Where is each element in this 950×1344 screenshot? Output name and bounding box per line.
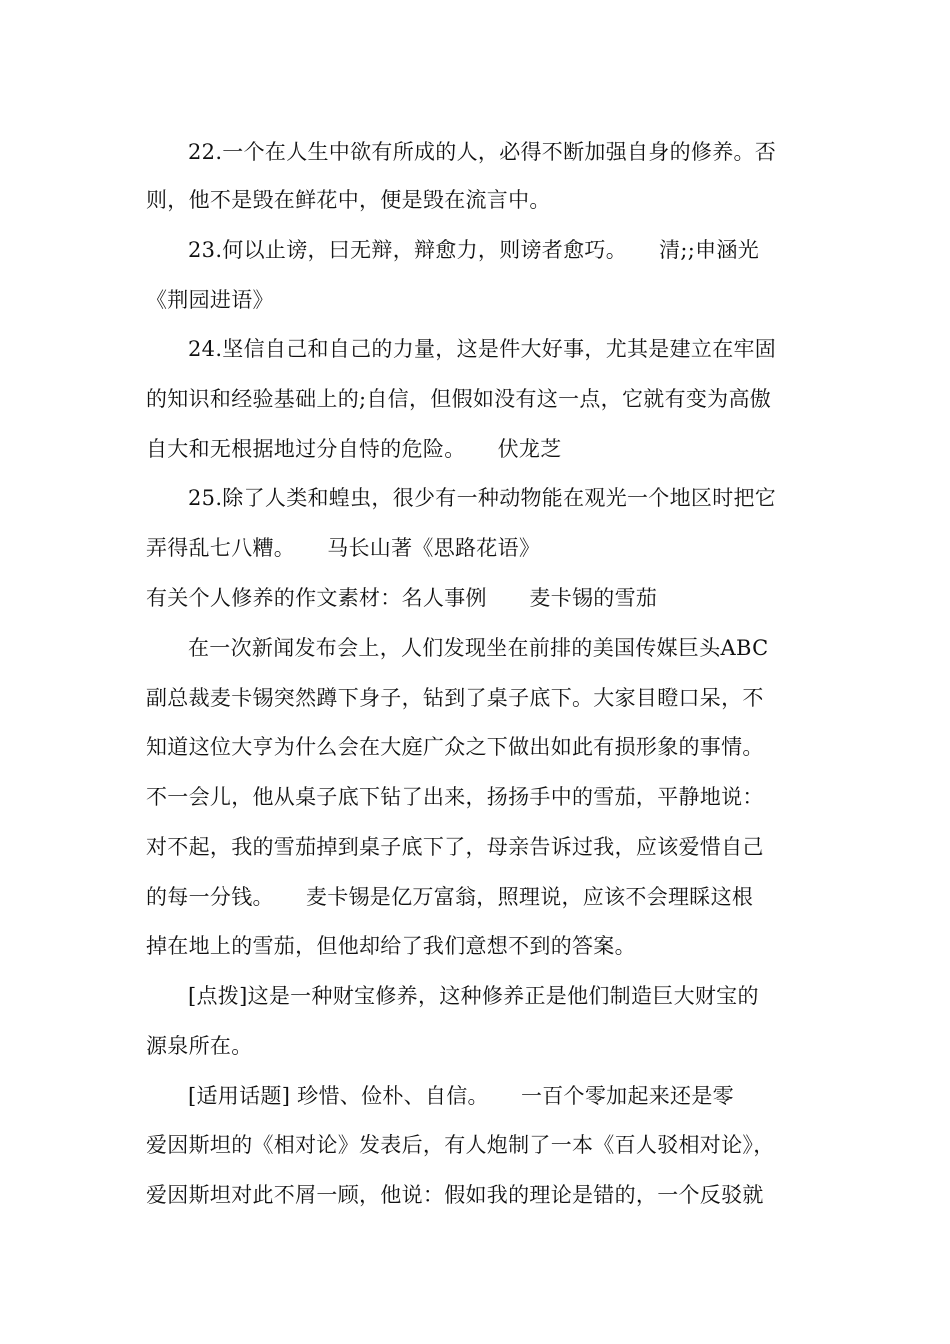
text-line-4: 《荆园进语》 [146, 288, 274, 312]
text-line-21: 爱因斯坦的《相对论》发表后，有人炮制了一本《百人驳相对论》， [146, 1133, 775, 1157]
text-line-9: 弄得乱七八糟。 马长山著《思路花语》 [146, 536, 541, 560]
section-heading: 有关个人修养的作文素材：名人事例 麦卡锡的雪茄 [146, 586, 658, 610]
text-line-20: [适用话题] 珍惜、俭朴、自信。 一百个零加起来还是零 [188, 1084, 734, 1108]
text-line-3: 23.何以止谤，曰无辩，辩愈力，则谤者愈巧。 清;;申涵光 [188, 238, 760, 262]
text-line-6: 的知识和经验基础上的;自信，但假如没有这一点，它就有变为高傲 [146, 387, 772, 411]
text-line-16: 的每一分钱。 麦卡锡是亿万富翁，照理说，应该不会理睬这根 [146, 885, 754, 909]
text-line-22: 爱因斯坦对此不屑一顾，他说：假如我的理论是错的，一个反驳就 [146, 1183, 764, 1207]
text-line-2: 则，他不是毁在鲜花中，便是毁在流言中。 [146, 188, 551, 212]
text-line-19: 源泉所在。 [146, 1034, 253, 1058]
text-line-17: 掉在地上的雪茄，但他却给了我们意想不到的答案。 [146, 934, 636, 958]
text-line-12: 副总裁麦卡锡突然蹲下身子，钻到了桌子底下。大家目瞪口呆，不 [146, 686, 764, 710]
text-line-7: 自大和无根据地过分自恃的危险。 伏龙芝 [146, 437, 562, 461]
text-line-18: [点拨]这是一种财宝修养，这种修养正是他们制造巨大财宝的 [188, 984, 759, 1008]
text-line-13: 知道这位大亨为什么会在大庭广众之下做出如此有损形象的事情。 [146, 735, 764, 759]
text-line-1: 22.一个在人生中欲有所成的人，必得不断加强自身的修养。否 [188, 140, 777, 164]
text-line-11: 在一次新闻发布会上，人们发现坐在前排的美国传媒巨头ABC [188, 636, 769, 660]
text-line-15: 对不起，我的雪茄掉到桌子底下了，母亲告诉过我，应该爱惜自己 [146, 835, 764, 859]
text-line-8: 25.除了人类和蝗虫，很少有一种动物能在观光一个地区时把它 [188, 486, 777, 510]
text-line-14: 不一会儿，他从桌子底下钻了出来，扬扬手中的雪茄，平静地说： [146, 785, 764, 809]
text-line-5: 24.坚信自己和自己的力量，这是件大好事，尤其是建立在牢固 [188, 337, 777, 361]
